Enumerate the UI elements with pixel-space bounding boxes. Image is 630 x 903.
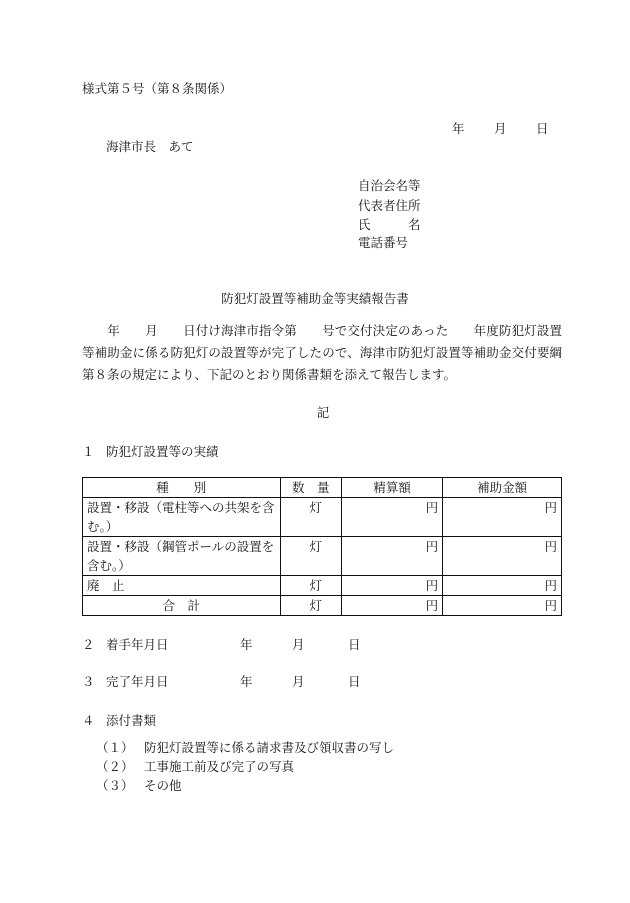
section1-title: 防犯灯設置等の実績 [106, 444, 219, 459]
row-subsidy-unit: 円 [443, 537, 562, 576]
section3-label: 完了年月日 [106, 674, 169, 689]
row-amount-unit: 円 [341, 596, 442, 616]
attachment-number: （３） [96, 778, 134, 793]
attachment-text: その他 [144, 778, 182, 793]
section2-label: 着手年月日 [106, 637, 169, 652]
addressee: 海津市長 あて [106, 139, 194, 154]
table-total-row [83, 596, 562, 616]
table-row [83, 537, 562, 576]
row-type-total: 合 計 [83, 596, 281, 616]
ki-label: 記 [316, 405, 330, 420]
row-type: 設置・移設（鋼管ポールの設置を含む。） [83, 537, 281, 576]
header-subsidy: 補助金額 [443, 478, 562, 498]
section1-number: １ [82, 444, 95, 459]
section3-month: 月 [292, 674, 305, 689]
row-type: 設置・移設（電柱等への共架を含む。） [83, 498, 281, 537]
table-header-row [83, 478, 562, 498]
attachment-item [96, 757, 294, 775]
row-qty-unit: 灯 [280, 596, 341, 616]
attachment-number: （１） [96, 740, 134, 755]
section4-title: 添付書類 [106, 713, 157, 728]
section2-day: 日 [348, 637, 361, 652]
section2-month: 月 [292, 637, 305, 652]
row-amount-unit: 円 [341, 537, 442, 576]
header-amount: 精算額 [341, 478, 442, 498]
applicant-phone: 電話番号 [358, 235, 409, 250]
section2-number: ２ [82, 637, 95, 652]
row-subsidy-unit: 円 [443, 596, 562, 616]
section3-number: ３ [82, 674, 95, 689]
header-type: 種 別 [83, 478, 281, 498]
section3-year: 年 [240, 674, 253, 689]
section2-row [82, 635, 361, 653]
row-amount-unit: 円 [341, 576, 442, 596]
results-table [82, 477, 562, 616]
header-qty: 数 量 [280, 478, 341, 498]
row-qty-unit: 灯 [280, 498, 341, 537]
applicant-name: 氏 名 [358, 217, 421, 232]
section1-heading [82, 442, 219, 460]
form-number: 様式第５号（第８条関係） [82, 81, 233, 96]
row-type: 廃 止 [83, 576, 281, 596]
row-subsidy-unit: 円 [443, 576, 562, 596]
attachment-text: 工事施工前及び完了の写真 [144, 759, 295, 774]
row-qty-unit: 灯 [280, 537, 341, 576]
row-qty-unit: 灯 [280, 576, 341, 596]
date-year: 年 [452, 121, 465, 136]
applicant-address: 代表者住所 [358, 198, 421, 213]
body-text: 年 月 日付け海津市指令第 号で交付決定のあった 年度防犯灯設置等補助金に係る防犯灯の設置等が完了したので、海津市防犯灯設置等補助金交付要綱第８条の規定により、下記のとおり関係書類を添えて報告します。 [82, 323, 562, 382]
attachment-item [96, 738, 394, 756]
applicant-org: 自治会名等 [358, 178, 421, 193]
section4-heading [82, 711, 156, 729]
row-amount-unit: 円 [341, 498, 442, 537]
section3-row [82, 672, 361, 690]
table-row [83, 498, 562, 537]
section4-number: ４ [82, 713, 95, 728]
attachment-text: 防犯灯設置等に係る請求書及び領収書の写し [144, 740, 395, 755]
section3-day: 日 [348, 674, 361, 689]
attachment-number: （２） [96, 759, 134, 774]
document-title: 防犯灯設置等補助金等実績報告書 [221, 291, 409, 306]
date-day: 日 [536, 121, 549, 136]
table-row [83, 576, 562, 596]
date-month: 月 [494, 121, 507, 136]
row-subsidy-unit: 円 [443, 498, 562, 537]
section2-year: 年 [240, 637, 253, 652]
attachment-item [96, 776, 182, 794]
